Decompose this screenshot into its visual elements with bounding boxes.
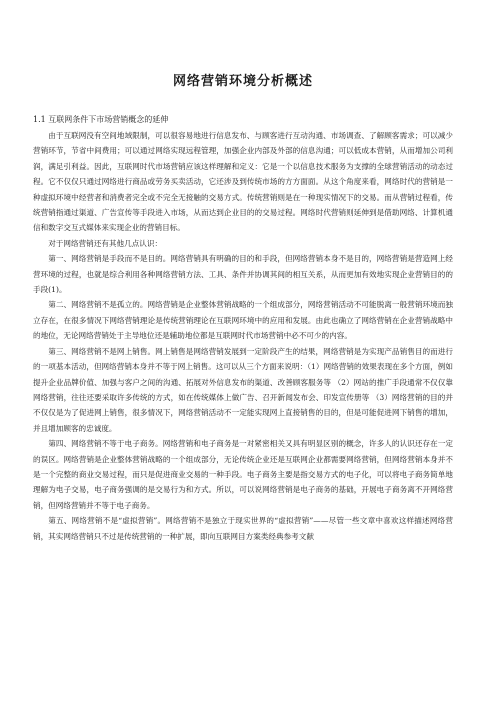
paragraph-7: 第五、网络营销不是“虚拟营销”。网络营销不是独立于现实世界的“虚拟营销”——尽管一些文章中喜欢这样描述网络营销，其实网络营销只不过是传统营销的一种扩展，即向互联网目方案类经典参考文献 — [33, 516, 453, 541]
paragraph-2: 对于网络营销还有其他几点认识： — [48, 238, 163, 248]
document-title: 网络营销环境分析概述 — [172, 74, 313, 89]
paragraph-5: 第三、网络营销不是网上销售。网上销售是网络营销发展到一定阶段产生的结果，网络营销是为实现产品销售目的而进行的一项基本活动，但网络营销本身并不等于网上销售。这可以从三个方面来说明：（1）网络营销的效果表现在多个方面，例如提升企业品牌价值、加强与客户之间的沟通、拓展对外信息发布的渠道、改善顾客服务等 （2）网站的推广手段通常不仅仅靠网络营销，往往还要采取许多传统的方式，如在传统媒体上做广告、召开新闻发布会、印发宣传册等 （3）网络营销的目的并不仅仅是为了促进网上销售，很多情况下，网络营销活动不一定能实现网上直接销售的目的，但是可能促进网下销售的增加，并且增加顾客的忠诚度。 — [33, 346, 453, 433]
paragraph-1: 由于互联网没有空间地域限制，可以很容易地进行信息发布、与顾客进行互动沟通、市场调查、了解顾客需求；可以减少营销环节，节省中间费用；可以通过网络实现远程管理，加强企业内部及外部的信息沟通；可以低成本营销，从而增加公司利润，满足引利益。因此，互联网时代市场营销应该这样理解和定义：它是一个以信息技术服务为支撑的全球营销活动的动态过程。它不仅仅只通过网络进行商品或劳务买卖活动，它还涉及到传统市场的方方面面。从这个角度来看，网络时代的营销是一种虚拟环境中经营者和消费者完全或不完全无接触的交易方式。传统营销则是在一种现实情况下的交易。而从营销过程看，传统营销指通过渠道、广告宣传等手段进入市场，从而达到企业目的的交易过程。网络时代营销则延伸到是借助网络、计算机通信和数字交互式媒体来实现企业的营销目标。 — [33, 131, 453, 233]
section-heading: 1.1 互联网条件下市场营销概念的延伸 — [33, 115, 169, 124]
paragraph-6: 第四、网络营销不等于电子商务。网络营销和电子商务是一对紧密相关又具有明显区别的概念，许多人的认识还存在一定的误区。网络营销是企业整体营销战略的一个组成部分，无论传统企业还是互联网企业都需要网络营销，但网络营销本身并不是一个完整的商业交易过程，而只是促进商业交易的一种手段。电子商务主要是指交易方式的电子化，可以将电子商务简单地理解为电子交易，电子商务强调的是交易行为和方式。所以，可以说网络营销是电子商务的基础，开展电子商务离不开网络营销，但网络营销并不等于电子商务。 — [33, 439, 453, 510]
paragraph-3: 第一、网络营销是手段而不是目的。网络营销具有明确的目的和手段，但网络营销本身不是目的，网络营销是营造网上经营环境的过程，也就是综合利用各种网络营销方法、工具、条件并协调其间的相互关系，从而更加有效地实现企业营销目的的手段(1)。 — [33, 254, 453, 295]
paragraph-4: 第二、网络营销不是孤立的。网络营销是企业整体营销战略的一个组成部分，网络营销活动不可能脱离一般营销环境而独立存在，在很多情况下网络营销理论是传统营销理论在互联网环境中的应用和发展。由此也确立了网络营销在企业营销战略中的地位，无论网络营销处于主导地位还是辅助地位都是互联网时代市场营销中必不可少的内容。 — [33, 300, 453, 341]
